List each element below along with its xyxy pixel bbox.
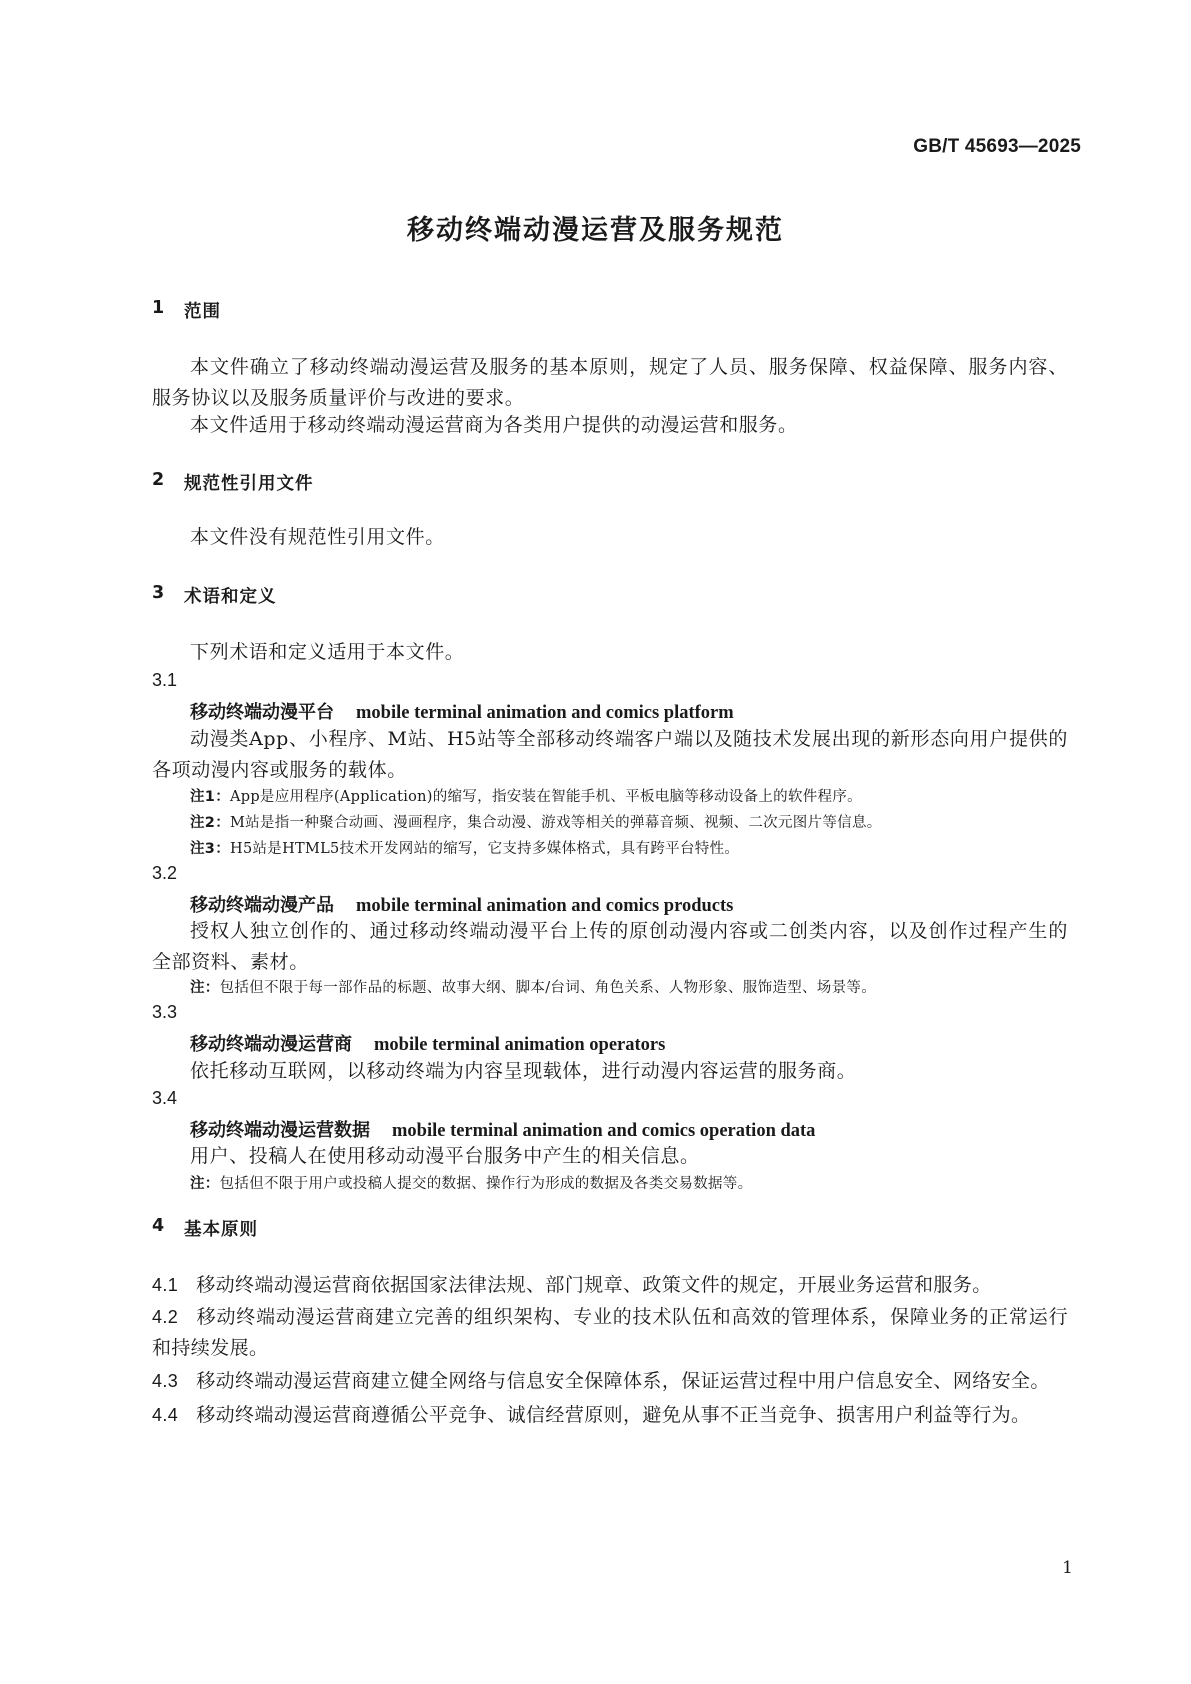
term-title [190,698,734,724]
term-number: 3.4 [152,1088,178,1108]
term-title [190,1116,815,1142]
term-en: mobile terminal animation and comics operation data [392,1121,816,1141]
section-number: 1 [152,298,165,318]
section-number: 4 [152,1216,165,1236]
note-label: 注2： [190,815,230,831]
note-text: M站是指一种聚合动画、漫画程序，集合动漫、游戏等相关的弹幕音频、视频、二次元图片等信息。 [230,815,882,831]
note-label: 注： [190,1176,220,1192]
section-title: 基本原则 [184,1220,258,1240]
note [190,785,862,806]
paragraph: 本文件确立了移动终端动漫运营及服务的基本原则，规定了人员、服务保障、权益保障、服务内容、服务协议以及服务质量评价与改进的要求。 [152,356,1068,409]
term-title [190,891,733,917]
term-en: mobile terminal animation operators [374,1035,666,1055]
principle-item [152,1270,1068,1301]
term-en: mobile terminal animation and comics platform [356,703,734,723]
item-text: 移动终端动漫运营商建立完善的组织架构、专业的技术队伍和高效的管理体系，保障业务的正常运行和持续发展。 [152,1306,1068,1359]
item-number: 4.1 [152,1275,179,1295]
term-en: mobile terminal animation and comics products [356,896,734,916]
term-title [190,1030,665,1056]
note [190,976,876,997]
note-text: App是应用程序(Application)的缩写，指安装在智能手机、平板电脑等移动设备上的软件程序。 [230,789,862,805]
term-zh: 移动终端动漫运营商 [190,1034,352,1055]
principle-item [152,1366,1068,1397]
term-zh: 移动终端动漫运营数据 [190,1120,370,1141]
note-text: H5站是HTML5技术开发网站的缩写，它支持多媒体格式，具有跨平台特性。 [230,841,740,857]
term-number: 3.2 [152,863,178,883]
term-number: 3.1 [152,670,178,690]
section-1-heading [0,298,1191,324]
section-number: 2 [152,470,165,490]
item-number: 4.4 [152,1405,179,1425]
term-definition: 依托移动互联网，以移动终端为内容呈现载体，进行动漫内容运营的服务商。 [190,1060,857,1082]
section-4-heading [0,1216,1191,1242]
term-definition: 用户、投稿人在使用移动动漫平台服务中产生的相关信息。 [190,1145,700,1167]
principle-item [152,1400,1068,1431]
note [190,1172,752,1193]
note-label: 注3： [190,841,230,857]
page-number: 1 [1062,1558,1073,1578]
note-text: 包括但不限于用户或投稿人提交的数据、操作行为形成的数据及各类交易数据等。 [219,1176,753,1192]
paragraph: 本文件适用于移动终端动漫运营商为各类用户提供的动漫运营和服务。 [190,414,798,436]
section-title: 术语和定义 [184,587,277,607]
item-text: 移动终端动漫运营商建立健全网络与信息安全保障体系，保证运营过程中用户信息安全、网络安全。 [196,1370,1050,1392]
item-number: 4.2 [152,1307,179,1327]
section-number: 3 [152,583,165,603]
terms-intro: 下列术语和定义适用于本文件。 [190,641,465,663]
standard-number: GB/T 45693—2025 [913,136,1081,157]
term-number: 3.3 [152,1002,178,1022]
note-text: 包括但不限于每一部作品的标题、故事大纲、脚本/台词、角色关系、人物形象、服饰造型、场景等。 [219,980,876,996]
section-2-heading [0,470,1191,496]
term-zh: 移动终端动漫产品 [190,895,334,916]
section-3-heading [0,583,1191,609]
item-text: 移动终端动漫运营商依据国家法律法规、部门规章、政策文件的规定，开展业务运营和服务。 [196,1274,992,1296]
document-title: 移动终端动漫运营及服务规范 [407,215,784,246]
note-label: 注1： [190,789,230,805]
term-definition: 授权人独立创作的、通过移动终端动漫平台上传的原创动漫内容或二创类内容，以及创作过程产生的全部资料、素材。 [152,920,1068,973]
term-zh: 移动终端动漫平台 [190,702,334,723]
note-label: 注： [190,980,220,996]
principle-item [152,1302,1068,1364]
paragraph: 本文件没有规范性引用文件。 [190,526,445,548]
term-definition: 动漫类App、小程序、M站、H5站等全部移动终端客户端以及随技术发展出现的新形态向用户提供的各项动漫内容或服务的载体。 [152,728,1068,781]
section-title: 范围 [184,302,221,322]
item-number: 4.3 [152,1371,179,1391]
note [190,837,739,858]
item-text: 移动终端动漫运营商遵循公平竞争、诚信经营原则，避免从事不正当竞争、损害用户利益等行为。 [196,1404,1031,1426]
section-title: 规范性引用文件 [184,474,314,494]
note [190,811,882,832]
